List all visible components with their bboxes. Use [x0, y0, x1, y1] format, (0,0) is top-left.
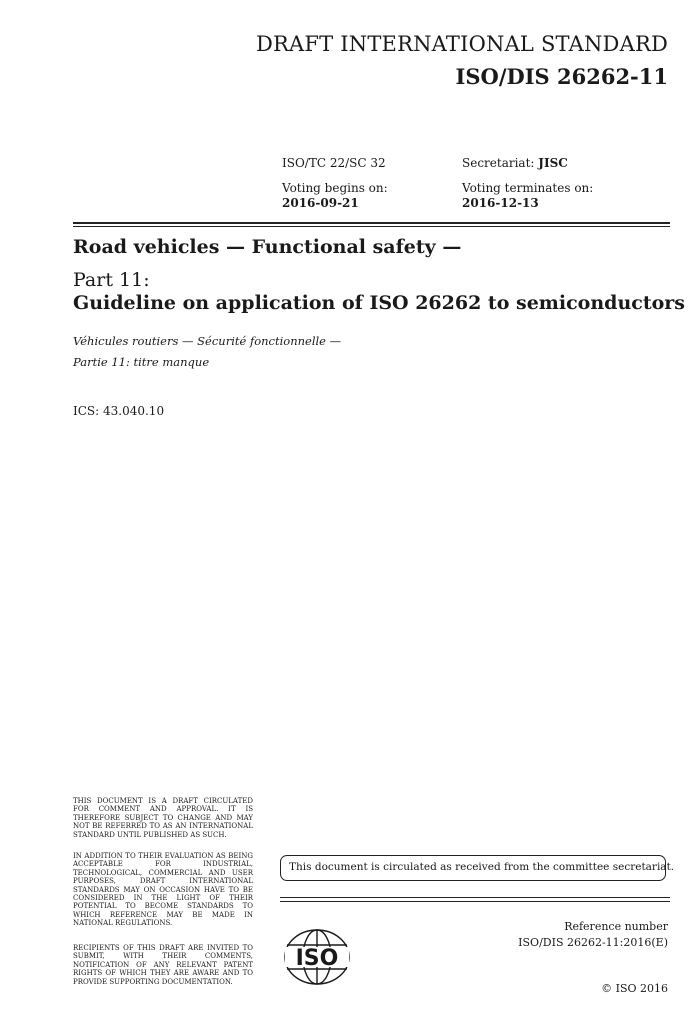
circulation-note: This document is circulated as received from the committee secretariat.	[280, 855, 666, 881]
document-type: DRAFT INTERNATIONAL STANDARD	[256, 32, 668, 56]
footer-divider-top	[280, 897, 670, 898]
voting-begins-date: 2016-09-21	[282, 196, 359, 210]
secretariat	[462, 156, 568, 171]
document-number: ISO/DIS 26262-11	[455, 64, 668, 89]
voting-begins-label: Voting begins on:	[282, 181, 388, 195]
legal-notice-1: THIS DOCUMENT IS A DRAFT CIRCULATED FOR COMMENT AND APPROVAL. IT IS THEREFORE SUBJECT TO CHANGE AND MAY NOT BE REFERRED TO AS AN INTERNATIONAL STANDARD UNTIL PUBLISHED AS SUCH.	[73, 797, 253, 839]
voting-terminates-date: 2016-12-13	[462, 196, 539, 210]
copyright: © ISO 2016	[601, 982, 668, 995]
footer-divider-bottom	[280, 901, 670, 902]
title-part: Part 11:	[73, 269, 150, 291]
title-main: Road vehicles — Functional safety —	[73, 236, 462, 258]
iso-logo-text: ISO	[295, 946, 339, 971]
title-guideline: Guideline on application of ISO 26262 to semiconductors	[73, 292, 685, 314]
voting-terminates-label: Voting terminates on:	[462, 181, 594, 195]
secretariat-label: Secretariat:	[462, 156, 535, 170]
title-divider-bottom	[73, 226, 670, 227]
committee: ISO/TC 22/SC 32	[282, 156, 386, 170]
reference-number: ISO/DIS 26262-11:2016(E)	[518, 936, 668, 949]
iso-logo	[283, 927, 351, 987]
ics-code: ICS: 43.040.10	[73, 404, 165, 418]
french-title: Véhicules routiers — Sécurité fonctionnelle —	[73, 334, 342, 348]
secretariat-value: JISC	[538, 156, 568, 170]
french-part: Partie 11: titre manque	[73, 355, 210, 369]
legal-notice-2: IN ADDITION TO THEIR EVALUATION AS BEING ACCEPTABLE FOR INDUSTRIAL, TECHNOLOGICAL, COMMERCIAL AND USER PURPOSES, DRAFT INTERNATIONAL STANDARDS MAY ON OCCASION HAVE TO BE CONSIDERED IN THE LIGHT OF THEIR POTENTIAL TO BECOME STANDARDS TO WHICH REFERENCE MAY BE MADE IN NATIONAL REGULATIONS.	[73, 852, 253, 928]
reference-label: Reference number	[564, 920, 668, 933]
legal-notice-3: RECIPIENTS OF THIS DRAFT ARE INVITED TO SUBMIT, WITH THEIR COMMENTS, NOTIFICATION OF ANY RELEVANT PATENT RIGHTS OF WHICH THEY ARE AWARE AND TO PROVIDE SUPPORTING DOCUMENTATION.	[73, 944, 253, 986]
title-divider-top	[73, 222, 670, 224]
